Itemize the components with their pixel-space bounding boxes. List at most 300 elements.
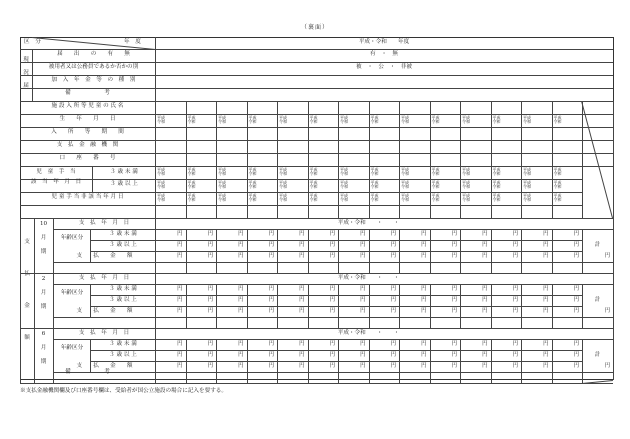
yen-unit: 円 <box>573 231 579 237</box>
era-cell <box>279 181 287 190</box>
payment-side-char: 金 <box>24 303 30 309</box>
era-reiwa: 令和 <box>340 171 348 177</box>
yen-unit: 円 <box>482 253 488 259</box>
era-heisei: 平成 <box>340 166 348 172</box>
era-heisei: 平成 <box>309 114 318 120</box>
era-heisei: 平成 <box>218 166 226 172</box>
yen-unit: 円 <box>573 242 579 248</box>
era-heisei: 平成 <box>157 166 165 172</box>
era-cell <box>554 181 562 190</box>
era-cell <box>249 181 257 190</box>
grid-line <box>90 350 582 351</box>
top-row-value: 有 ・ 無 <box>370 51 398 57</box>
yen-unit: 円 <box>177 363 183 369</box>
yen-unit: 円 <box>329 231 335 237</box>
era-reiwa: 令和 <box>523 197 531 203</box>
yen-unit: 円 <box>573 297 579 303</box>
account-number-label: 口 座 番 号 <box>59 155 116 161</box>
eligible-label-2: 該 当 年 月 日 <box>30 179 82 185</box>
period-month-num: 6 <box>41 331 46 337</box>
yen-unit: 円 <box>299 341 305 347</box>
era-heisei: 平成 <box>553 192 562 198</box>
yen-unit: 円 <box>451 363 457 369</box>
side-char: 況 <box>23 70 29 76</box>
era-reiwa: 令和 <box>553 184 562 190</box>
era-cell <box>157 116 165 125</box>
era-heisei: 平成 <box>370 114 379 120</box>
era-heisei: 平成 <box>370 192 379 198</box>
period-term-char: 期 <box>40 304 47 310</box>
era-reiwa: 令和 <box>431 171 440 177</box>
era-cell <box>340 116 348 125</box>
era-cell <box>188 116 196 125</box>
era-cell <box>371 181 379 190</box>
grid-line <box>90 361 582 362</box>
era-reiwa: 令和 <box>523 184 531 190</box>
yen-unit: 円 <box>451 341 457 347</box>
grid-line <box>20 49 613 50</box>
yen-unit: 円 <box>268 297 274 303</box>
era-reiwa: 令和 <box>340 119 348 125</box>
era-reiwa: 令和 <box>187 119 196 125</box>
yen-unit: 円 <box>360 297 366 303</box>
era-heisei: 平成 <box>462 179 470 185</box>
era-reiwa: 令和 <box>401 119 409 125</box>
side-char: 届 <box>23 83 29 89</box>
era-heisei: 平成 <box>431 166 440 172</box>
era-cell <box>523 181 531 190</box>
yen-unit: 円 <box>573 352 579 358</box>
era-reiwa: 令和 <box>218 197 226 203</box>
period-month-char: 月 <box>40 290 47 296</box>
grid-line <box>90 306 582 307</box>
era-heisei: 平成 <box>309 179 318 185</box>
total-yen: 円 <box>604 253 610 259</box>
yen-unit: 円 <box>543 341 549 347</box>
era-reiwa: 令和 <box>218 119 226 125</box>
yen-unit: 円 <box>543 352 549 358</box>
era-reiwa: 令和 <box>462 184 470 190</box>
yen-unit: 円 <box>329 341 335 347</box>
yen-unit: 円 <box>512 363 518 369</box>
top-row-label: 加 入 年 金 等 の 種 別 <box>51 77 136 83</box>
era-reiwa: 令和 <box>370 197 379 203</box>
yen-unit: 円 <box>299 253 305 259</box>
yen-unit: 円 <box>207 352 213 358</box>
yen-unit: 円 <box>299 297 305 303</box>
yen-unit: 円 <box>177 341 183 347</box>
pay-date-value: 平成・令和 ・ ・ <box>337 275 400 281</box>
yen-unit: 円 <box>451 297 457 303</box>
era-reiwa: 令和 <box>492 119 501 125</box>
grid-line <box>90 240 582 241</box>
yen-unit: 円 <box>360 253 366 259</box>
era-heisei: 平成 <box>462 114 470 120</box>
era-heisei: 平成 <box>553 166 562 172</box>
era-heisei: 平成 <box>309 166 318 172</box>
era-heisei: 平成 <box>401 166 409 172</box>
era-cell <box>218 168 226 177</box>
era-reiwa: 令和 <box>187 184 196 190</box>
yen-unit: 円 <box>268 253 274 259</box>
period-under3-label: ３ 歳 未 満 <box>109 286 137 292</box>
yen-unit: 円 <box>573 286 579 292</box>
yen-unit: 円 <box>238 253 244 259</box>
era-reiwa: 令和 <box>523 171 531 177</box>
grid-line <box>20 218 613 219</box>
era-cell <box>279 194 287 203</box>
grid-line <box>582 339 583 383</box>
payment-side-char: 支 <box>24 239 30 245</box>
era-cell <box>310 116 318 125</box>
grid-line <box>277 101 278 218</box>
yen-unit: 円 <box>329 363 335 369</box>
era-heisei: 平成 <box>157 179 165 185</box>
grid-line <box>430 101 431 218</box>
yen-unit: 円 <box>207 297 213 303</box>
yen-unit: 円 <box>451 253 457 259</box>
yen-unit: 円 <box>390 286 396 292</box>
yen-unit: 円 <box>360 352 366 358</box>
era-cell <box>554 116 562 125</box>
era-cell <box>432 181 440 190</box>
period-over3-label: ３ 歳 以 上 <box>109 297 137 303</box>
era-cell <box>493 181 501 190</box>
era-cell <box>432 116 440 125</box>
yen-unit: 円 <box>543 253 549 259</box>
grid-line <box>613 218 614 380</box>
yen-unit: 円 <box>268 286 274 292</box>
era-heisei: 平成 <box>218 192 226 198</box>
yen-unit: 円 <box>512 341 518 347</box>
era-heisei: 平成 <box>279 179 287 185</box>
grid-line <box>53 218 54 383</box>
yen-unit: 円 <box>390 231 396 237</box>
era-heisei: 平成 <box>523 166 531 172</box>
grid-line <box>20 75 613 76</box>
grid-line <box>552 101 553 218</box>
era-reiwa: 令和 <box>462 197 470 203</box>
yen-unit: 円 <box>299 352 305 358</box>
era-heisei: 平成 <box>492 192 501 198</box>
yen-unit: 円 <box>207 231 213 237</box>
payment-side-char: 払 <box>24 271 30 277</box>
yen-unit: 円 <box>299 231 305 237</box>
yen-unit: 円 <box>482 297 488 303</box>
era-cell <box>401 194 409 203</box>
yen-unit: 円 <box>268 363 274 369</box>
era-cell <box>279 116 287 125</box>
era-reiwa: 令和 <box>309 184 318 190</box>
yen-unit: 円 <box>421 308 427 314</box>
era-reiwa: 令和 <box>340 184 348 190</box>
era-reiwa: 令和 <box>553 119 562 125</box>
yen-unit: 円 <box>360 363 366 369</box>
era-cell <box>218 116 226 125</box>
era-cell <box>371 168 379 177</box>
grid-line <box>20 383 613 384</box>
era-cell <box>462 168 470 177</box>
era-cell <box>371 116 379 125</box>
era-heisei: 平成 <box>523 179 531 185</box>
era-reiwa: 令和 <box>462 171 470 177</box>
pay-date-label: 支 払 年 月 日 <box>78 275 130 281</box>
era-heisei: 平成 <box>553 179 562 185</box>
yen-unit: 円 <box>451 352 457 358</box>
period-under3-label: ３ 歳 未 満 <box>109 341 137 347</box>
era-cell <box>340 181 348 190</box>
era-cell <box>188 181 196 190</box>
era-heisei: 平成 <box>431 114 440 120</box>
yen-unit: 円 <box>268 242 274 248</box>
era-cell <box>523 168 531 177</box>
era-cell <box>493 168 501 177</box>
era-cell <box>157 168 165 177</box>
pay-amount-label: 支 払 金 額 <box>76 253 133 259</box>
yen-unit: 円 <box>512 286 518 292</box>
yen-unit: 円 <box>238 352 244 358</box>
yen-unit: 円 <box>207 308 213 314</box>
eligible-label-1: 児 童 手 当 <box>36 169 76 175</box>
yen-unit: 円 <box>482 363 488 369</box>
era-reiwa: 令和 <box>218 171 226 177</box>
era-reiwa: 令和 <box>523 119 531 125</box>
era-cell <box>523 194 531 203</box>
era-cell <box>188 168 196 177</box>
era-cell <box>462 194 470 203</box>
kubun-label: 区 分 <box>24 39 41 45</box>
period-over3-label: ３ 歳 以 上 <box>109 242 137 248</box>
age-group-label: 年齢区分 <box>60 290 84 296</box>
grid-line <box>53 262 613 263</box>
grid-line <box>20 88 613 89</box>
grid-line <box>20 328 613 329</box>
pay-date-value: 平成・令和 ・ ・ <box>337 220 400 226</box>
era-heisei: 平成 <box>431 192 440 198</box>
period-month-char: 月 <box>40 235 47 241</box>
yen-unit: 円 <box>543 286 549 292</box>
yen-unit: 円 <box>268 308 274 314</box>
birth-date-label: 生 年 月 日 <box>59 116 116 122</box>
era-reiwa: 令和 <box>401 184 409 190</box>
era-heisei: 平成 <box>187 114 196 120</box>
yen-unit: 円 <box>421 352 427 358</box>
era-heisei: 平成 <box>553 114 562 120</box>
era-heisei: 平成 <box>248 114 257 120</box>
yen-unit: 円 <box>451 308 457 314</box>
yen-unit: 円 <box>207 242 213 248</box>
era-reiwa: 令和 <box>279 119 287 125</box>
grid-line <box>53 339 613 340</box>
era-cell <box>462 181 470 190</box>
payment-side-char: 額 <box>24 335 30 341</box>
grid-line <box>399 101 400 218</box>
era-cell <box>249 116 257 125</box>
era-cell <box>249 168 257 177</box>
side-char: 現 <box>23 57 29 63</box>
era-heisei: 平成 <box>248 179 257 185</box>
era-cell <box>493 194 501 203</box>
era-reiwa: 令和 <box>492 197 501 203</box>
era-reiwa: 令和 <box>370 171 379 177</box>
era-cell <box>523 116 531 125</box>
top-row-label: 届 出 の 有 無 <box>57 51 130 57</box>
yen-unit: 円 <box>390 341 396 347</box>
era-cell <box>401 168 409 177</box>
period-month-char: 月 <box>40 345 47 351</box>
era-cell <box>340 194 348 203</box>
pay-amount-label: 支 払 金 額 <box>76 363 133 369</box>
total-yen: 円 <box>604 308 610 314</box>
era-heisei: 平成 <box>462 166 470 172</box>
era-cell <box>462 116 470 125</box>
yen-unit: 円 <box>512 242 518 248</box>
era-heisei: 平成 <box>492 166 501 172</box>
grid-line <box>338 101 339 218</box>
yen-unit: 円 <box>421 231 427 237</box>
pay-date-label: 支 払 年 月 日 <box>78 220 130 226</box>
yen-unit: 円 <box>573 341 579 347</box>
page-heading: （裏面） <box>300 24 329 31</box>
yen-unit: 円 <box>482 352 488 358</box>
era-cell <box>554 194 562 203</box>
yen-unit: 円 <box>451 231 457 237</box>
era-heisei: 平成 <box>218 179 226 185</box>
era-cell <box>218 181 226 190</box>
era-heisei: 平成 <box>492 114 501 120</box>
yen-unit: 円 <box>299 363 305 369</box>
yen-unit: 円 <box>543 363 549 369</box>
grid-line <box>90 295 582 296</box>
era-cell <box>401 116 409 125</box>
grid-line <box>20 205 582 206</box>
payment-institution-label: 支 払 金 融 機 関 <box>56 142 119 148</box>
yen-unit: 円 <box>512 308 518 314</box>
period-term-char: 期 <box>40 249 47 255</box>
era-reiwa: 令和 <box>157 119 165 125</box>
yen-unit: 円 <box>329 286 335 292</box>
era-reiwa: 令和 <box>401 171 409 177</box>
era-reiwa: 令和 <box>431 197 440 203</box>
era-heisei: 平成 <box>401 179 409 185</box>
yen-unit: 円 <box>390 352 396 358</box>
era-reiwa: 令和 <box>187 197 196 203</box>
yen-unit: 円 <box>543 242 549 248</box>
era-nendo: 平成・令和 年度 <box>358 39 410 45</box>
total-yen: 円 <box>604 363 610 369</box>
era-reiwa: 令和 <box>279 171 287 177</box>
era-reiwa: 令和 <box>370 119 379 125</box>
yen-unit: 円 <box>390 253 396 259</box>
top-row-label: 被用者又は公務員であるか否かの別 <box>48 64 139 70</box>
pay-date-value: 平成・令和 ・ ・ <box>337 330 400 336</box>
grid-line <box>20 273 613 274</box>
yen-unit: 円 <box>238 341 244 347</box>
era-heisei: 平成 <box>187 179 196 185</box>
yen-unit: 円 <box>238 242 244 248</box>
era-reiwa: 令和 <box>309 119 318 125</box>
era-heisei: 平成 <box>187 192 196 198</box>
era-heisei: 平成 <box>523 192 531 198</box>
era-reiwa: 令和 <box>492 184 501 190</box>
age-group-label: 年齢区分 <box>60 235 84 241</box>
yen-unit: 円 <box>238 297 244 303</box>
yen-unit: 円 <box>512 231 518 237</box>
era-heisei: 平成 <box>218 114 226 120</box>
era-heisei: 平成 <box>279 192 287 198</box>
period-over3-label: ３ 歳 以 上 <box>109 352 137 358</box>
era-reiwa: 令和 <box>248 119 257 125</box>
era-heisei: 平成 <box>462 192 470 198</box>
period-month-num: 10 <box>39 221 48 227</box>
yen-unit: 円 <box>238 231 244 237</box>
yen-unit: 円 <box>360 341 366 347</box>
yen-unit: 円 <box>543 231 549 237</box>
yen-unit: 円 <box>207 253 213 259</box>
age-group-label: 年齢区分 <box>60 345 84 351</box>
yen-unit: 円 <box>421 286 427 292</box>
era-reiwa: 令和 <box>248 197 257 203</box>
era-heisei: 平成 <box>340 192 348 198</box>
grid-line <box>582 101 583 218</box>
yen-unit: 円 <box>299 242 305 248</box>
yen-unit: 円 <box>177 286 183 292</box>
grid-line <box>20 101 613 102</box>
yen-unit: 円 <box>238 363 244 369</box>
grid-line <box>155 101 156 218</box>
era-cell <box>310 194 318 203</box>
era-heisei: 平成 <box>309 192 318 198</box>
yen-unit: 円 <box>573 308 579 314</box>
yen-unit: 円 <box>390 363 396 369</box>
era-heisei: 平成 <box>401 114 409 120</box>
yen-unit: 円 <box>573 363 579 369</box>
yen-unit: 円 <box>177 297 183 303</box>
era-reiwa: 令和 <box>370 184 379 190</box>
yen-unit: 円 <box>421 297 427 303</box>
yen-unit: 円 <box>421 253 427 259</box>
yen-unit: 円 <box>482 308 488 314</box>
era-cell <box>554 168 562 177</box>
yen-unit: 円 <box>482 231 488 237</box>
yen-unit: 円 <box>390 308 396 314</box>
era-cell <box>432 168 440 177</box>
yen-unit: 円 <box>451 286 457 292</box>
era-reiwa: 令和 <box>553 197 562 203</box>
era-reiwa: 令和 <box>431 119 440 125</box>
grid-line <box>491 101 492 218</box>
yen-unit: 円 <box>360 231 366 237</box>
yen-unit: 円 <box>329 253 335 259</box>
yen-unit: 円 <box>390 297 396 303</box>
yen-unit: 円 <box>360 308 366 314</box>
era-cell <box>157 194 165 203</box>
grid-line <box>216 101 217 218</box>
era-reiwa: 令和 <box>309 197 318 203</box>
era-heisei: 平成 <box>340 114 348 120</box>
pay-date-label: 支 払 年 月 日 <box>78 330 130 336</box>
era-heisei: 平成 <box>492 179 501 185</box>
bikou-label: 備 考 <box>65 369 110 375</box>
era-reiwa: 令和 <box>187 171 196 177</box>
yen-unit: 円 <box>360 286 366 292</box>
era-reiwa: 令和 <box>431 184 440 190</box>
era-cell <box>310 181 318 190</box>
over3-label: ３ 歳 以 上 <box>110 181 138 187</box>
grid-line <box>369 101 370 218</box>
yen-unit: 円 <box>299 308 305 314</box>
grid-line <box>20 153 613 154</box>
